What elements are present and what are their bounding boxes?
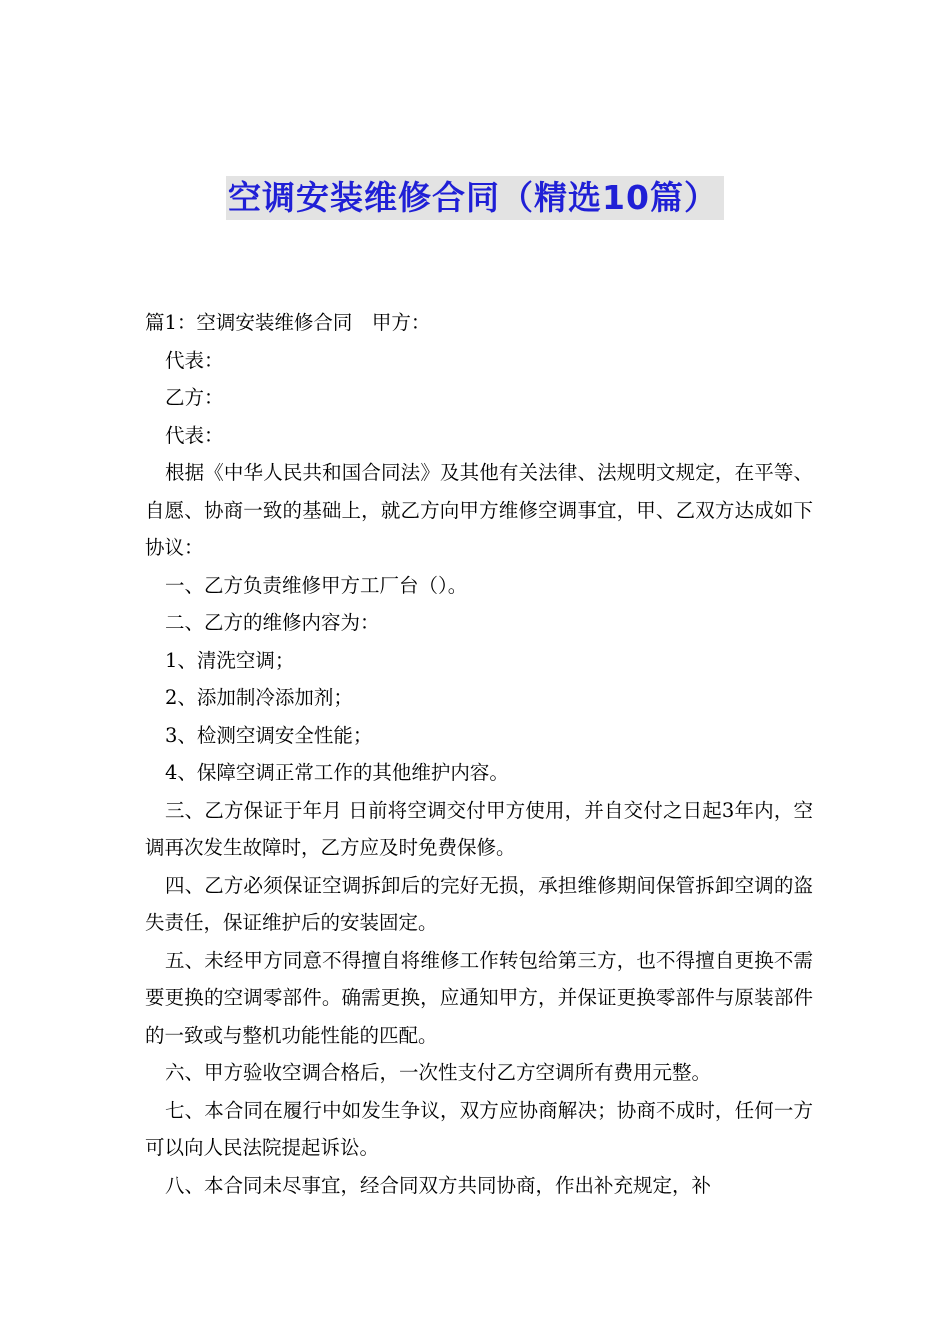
list-item: 4、保障空调正常工作的其他维护内容。 [165,761,509,784]
paragraph: 乙方： [165,386,224,409]
document-body [145,304,813,1204]
paragraph: 五、未经甲方同意不得擅自将维修工作转包给第三方，也不得擅自更换不需要更换的空调零部件。确需更换，应通知甲方，并保证更换零部件与原装部件的一致或与整机功能性能的匹配。 [145,948,813,1047]
paragraph: 八、本合同未尽事宜，经合同双方共同协商，作出补充规定，补 [165,1173,712,1197]
paragraph: 代表： [165,423,224,447]
title-container [0,176,950,220]
paragraph: 四、乙方必须保证空调拆卸后的完好无损，承担维修期间保管拆卸空调的盗失责任，保证维护后的安装固定。 [145,873,813,934]
paragraph: 三、乙方保证于年月 日前将空调交付甲方使用，并自交付之日起3年内，空调再次发生故障时，乙方应及时免费保修。 [145,798,813,859]
paragraph: 六、甲方验收空调合格后，一次性支付乙方空调所有费用元整。 [165,1061,712,1084]
document-title: 空调安装维修合同（精选10篇） [226,176,724,220]
list-item: 1、清洗空调； [165,648,295,672]
list-item: 3、检测空调安全性能； [165,723,373,747]
paragraph: 七、本合同在履行中如发生争议，双方应协商解决；协商不成时，任何一方可以向人民法院提起诉讼。 [145,1098,813,1159]
paragraph: 一、乙方负责维修甲方工厂台（）。 [165,573,468,597]
paragraph: 根据《中华人民共和国合同法》及其他有关法律、法规明文规定，在平等、自愿、协商一致的基础上，就乙方向甲方维修空调事宜，甲、乙双方达成如下协议： [145,461,813,559]
paragraph: 篇1：空调安装维修合同 甲方： [145,311,431,334]
paragraph: 代表： [165,348,224,372]
list-item: 2、添加制冷添加剂； [165,686,353,709]
paragraph: 二、乙方的维修内容为： [165,611,380,634]
